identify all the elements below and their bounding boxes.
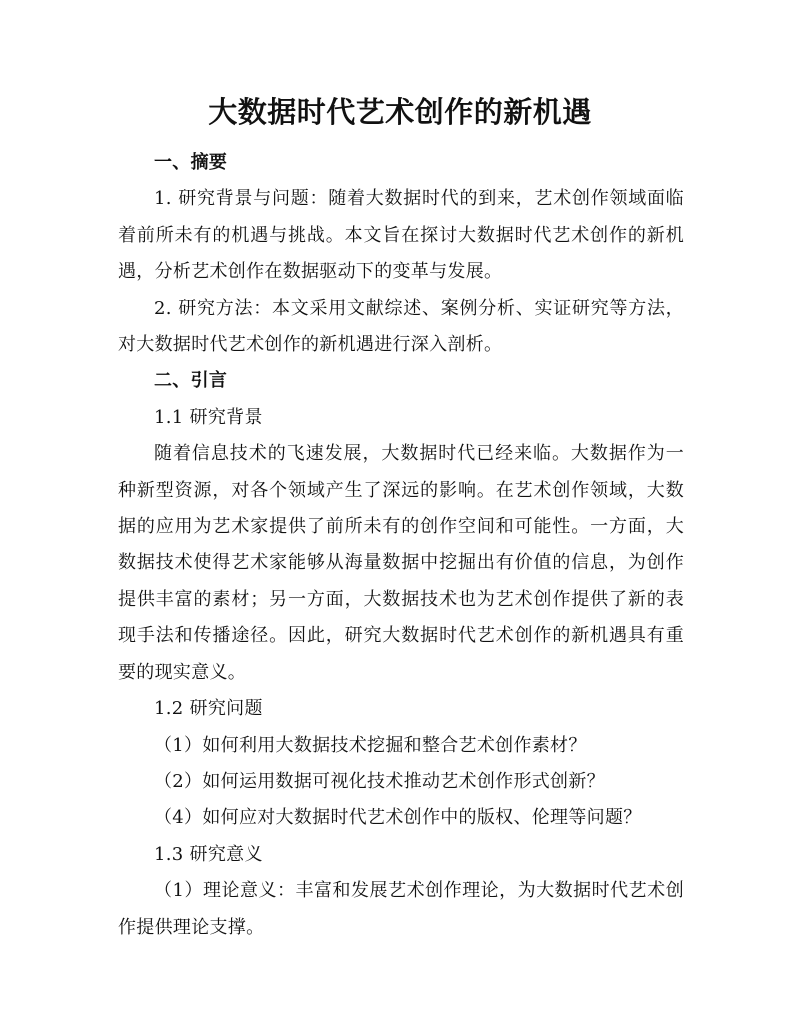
subsection-heading-questions: 1.2 研究问题 [154,698,263,720]
background-paragraph: 随着信息技术的飞速发展，大数据时代已经来临。大数据作为一种新型资源，对各个领域产生了深远的影响。在艺术创作领域，大数据的应用为艺术家提供了前所未有的创作空间和可能性。一方面，大数据技术使得艺术家能够从海量数据中挖掘出有价值的信息，为创作提供丰富的素材；另一方面，大数据技术也为艺术创作提供了新的表现手法和传播途径。因此，研究大数据时代艺术创作的新机遇具有重要的现实意义。 [118,443,684,683]
section-heading-abstract: 一、摘要 [154,152,228,173]
section-heading-introduction: 二、引言 [154,370,228,392]
research-question-item: （4）如何应对大数据时代艺术创作中的版权、伦理等问题？ [154,807,642,829]
subsection-heading-significance: 1.3 研究意义 [154,843,263,865]
document-title: 大数据时代艺术创作的新机遇 [208,95,592,129]
abstract-paragraph-methods: 2. 研究方法：本文采用文献综述、案例分析、实证研究等方法，对大数据时代艺术创作的新机遇进行深入剖析。 [118,297,684,356]
research-question-item: （2）如何运用数据可视化技术推动艺术创作形式创新？ [154,770,605,792]
significance-paragraph: （1）理论意义：丰富和发展艺术创作理论，为大数据时代艺术创作提供理论支撑。 [118,880,684,938]
subsection-heading-background: 1.1 研究背景 [154,406,263,428]
document-body [118,145,684,946]
abstract-paragraph-background: 1. 研究背景与问题：随着大数据时代的到来，艺术创作领域面临着前所未有的机遇与挑战。本文旨在探讨大数据时代艺术创作的新机遇，分析艺术创作在数据驱动下的变革与发展。 [118,188,684,283]
research-question-item: （1）如何利用大数据技术挖掘和整合艺术创作素材？ [154,734,587,756]
